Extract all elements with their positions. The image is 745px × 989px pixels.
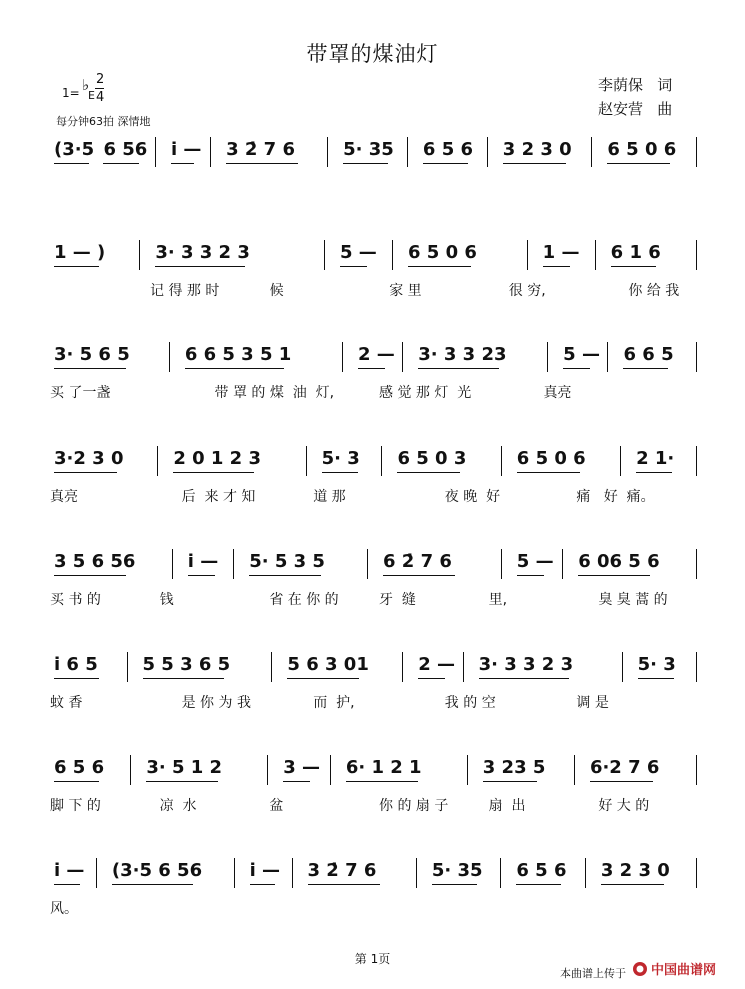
key-prefix: 1= [62,86,80,100]
beam-line [308,884,380,885]
beam-line [188,575,215,576]
note-group: 3 5 6 56 [54,551,136,572]
note-group: 6 5 0 6 [516,448,586,469]
beam-line [103,163,138,164]
beam-line [54,163,89,164]
bar-line [501,446,502,476]
bar-line [500,858,501,888]
beam-line [146,781,218,782]
beam-line [54,472,117,473]
lyric-segment: 脚 下 的 [50,798,101,814]
beam-line [503,163,566,164]
bar-line [342,342,343,372]
flat-sign: ♭ [82,76,90,94]
beam-line [54,781,99,782]
beam-line [226,163,298,164]
bar-line [172,549,173,579]
lyric-segment: 是 你 为 我 [181,695,251,711]
beam-line [543,266,570,267]
bar-line [381,446,382,476]
note-group: 6 56 [103,139,148,160]
note-group: 3 23 5 [482,757,546,778]
lyric-segment: 夜 晚 好 [444,489,501,505]
note-group: 6 06 5 6 [578,551,660,572]
note-group: 5· 35 [343,139,394,160]
beam-line [516,884,561,885]
beam-line [54,678,99,679]
beam-line [408,266,471,267]
beam-line [397,472,460,473]
note-group: 5 — [516,551,554,572]
time-signature-line [95,88,104,89]
note-group: 6 6 5 [623,344,674,365]
tempo-marking: 每分钟63拍 深情地 [56,115,151,128]
beam-line [112,884,193,885]
note-group: 5 — [563,344,600,365]
bar-line [696,652,697,682]
lyric-segment: 省 在 你 的 [269,592,339,608]
lyric-segment: 真亮 [543,385,572,401]
note-group: i 6 5 [54,654,98,675]
note-group: i — [249,860,281,881]
note-group: 6 5 0 6 [408,242,477,263]
bar-line [96,858,97,888]
notation-line [0,858,745,894]
page-number: 第 1页 [354,952,391,966]
bar-line [574,755,575,785]
bar-line [416,858,417,888]
bar-line [306,446,307,476]
lyric-segment: 蚊 香 [50,695,83,711]
note-group: 3· 3 3 23 [418,344,507,365]
note-group: 5· 35 [431,860,483,881]
lyric-segment: 真亮 [50,489,78,505]
beam-line [479,678,569,679]
bar-line [620,446,621,476]
beam-line [638,678,674,679]
note-group: 5· 3 [637,654,676,675]
note-group: 3· 3 3 2 3 [478,654,574,675]
beam-line [346,781,418,782]
bar-line [292,858,293,888]
note-group: 5 — [340,242,377,263]
bar-line [527,240,528,270]
note-group: i — [187,551,219,572]
key-letter: E [88,89,95,102]
page-title: 带罩的煤油灯 [306,42,439,66]
beam-line [173,472,254,473]
bar-line [267,755,268,785]
beam-line [322,472,358,473]
bar-line [547,342,548,372]
beam-line [287,678,359,679]
beam-line [185,368,284,369]
lyric-segment: 记 得 那 时 [150,283,220,299]
lyric-segment: 好 大 的 [598,798,650,814]
bar-line [696,240,697,270]
lyric-segment: 而 护, [313,695,355,711]
note-group: 3· 3 3 2 3 [155,242,250,263]
bar-line [210,137,211,167]
beam-line [54,575,126,576]
time-signature-bottom: 4 [96,90,105,105]
beam-line [590,781,653,782]
note-group: 6 5 6 [422,139,474,160]
note-group: 6 5 6 [516,860,567,881]
bar-line [392,240,393,270]
beam-line [517,472,580,473]
lyric-segment: 钱 [159,592,174,608]
note-group: 3 — [283,757,321,778]
note-group: 3· 5 6 5 [54,344,130,365]
bar-line [622,652,623,682]
beam-line [423,163,468,164]
beam-line [607,163,670,164]
bar-line [696,755,697,785]
lyric-segment: 我 的 空 [444,695,496,711]
bar-line [696,858,697,888]
lyric-segment: 凉 水 [159,798,197,814]
bar-line [130,755,131,785]
lyric-segment: 扇 出 [488,798,526,814]
note-group: 3 2̇ 7 6 [226,139,295,160]
bar-line [696,137,697,167]
note-group: 6 1 6 [610,242,661,263]
beam-line [250,884,276,885]
note-group: i — [170,139,202,160]
beam-line [578,575,650,576]
bar-line [591,137,592,167]
note-group: 2 0 1 2 3 [173,448,262,469]
beam-line [54,368,126,369]
note-group: 1 — [542,242,580,263]
watermark-text: 本曲谱上传于 [560,967,626,980]
beam-line [483,781,537,782]
lyric-segment: 道 那 [313,489,346,505]
note-group: 6 5 6 [54,757,105,778]
beam-line [249,575,321,576]
bar-line [585,858,586,888]
note-group: 6·2 7 6 [589,757,660,778]
lyric-segment: 家 里 [389,283,422,299]
bar-line [501,549,502,579]
beam-line [343,163,388,164]
beam-line [54,266,99,267]
beam-line [563,368,590,369]
beam-line [418,368,499,369]
note-group: i — [54,860,85,881]
bar-line [139,240,140,270]
bar-line [402,342,403,372]
note-group: 2 1· [636,448,675,469]
bar-line [467,755,468,785]
bar-line [696,549,697,579]
watermark-logo [632,960,722,978]
note-group: 1 — ) [54,242,106,263]
note-group: 6 5 0 6 [607,139,677,160]
note-group: 3 2̇ 7 6 [307,860,377,881]
bar-line [595,240,596,270]
lyric-segment: 牙 缝 [379,592,416,608]
note-group: 3 2 3 0 [600,860,670,881]
bar-line [487,137,488,167]
note-group: 5 5 3 6 5 [142,654,231,675]
bar-line [330,755,331,785]
lyric-segment: 你 给 我 [628,283,680,299]
beam-line [283,781,310,782]
bar-line [324,240,325,270]
note-group: 3 2 3 0 [502,139,572,160]
note-group: 6 6 5 3 5 1 [184,344,292,365]
notation-line [0,240,745,276]
beam-line [143,678,224,679]
time-signature-top: 2 [96,72,105,87]
bar-line [463,652,464,682]
beam-line [601,884,664,885]
notation-line [0,137,745,173]
beam-line [383,575,455,576]
bar-line [327,137,328,167]
beam-line [418,678,445,679]
note-group: 3· 5 1 2 [146,757,223,778]
lyric-segment: 候 [269,283,284,299]
lyric-segment: 后 来 才 知 [181,489,256,505]
beam-line [636,472,672,473]
bar-line [233,549,234,579]
lyric-segment: 调 是 [576,695,609,711]
note-group: 5· 3 [321,448,360,469]
lyric-segment: 风。 [50,901,78,917]
notation-line [0,652,745,688]
lyric-segment: 里, [488,592,508,608]
bar-line [367,549,368,579]
watermark-logo-text: 中国曲谱网 [651,963,717,978]
beam-line [611,266,656,267]
notation-line [0,755,745,791]
note-group: 6 2̇ 7 6 [383,551,452,572]
beam-line [171,163,194,164]
note-group: 3·2 3 0 [54,448,124,469]
lyric-segment: 你 的 扇 子 [379,798,449,814]
bar-line [407,137,408,167]
note-group: (3·5 [54,139,95,160]
note-group: 2 — [357,344,395,365]
bar-line [696,342,697,372]
bar-line [696,446,697,476]
bar-line [157,446,158,476]
beam-line [54,884,80,885]
notation-line [0,342,745,378]
notation-line [0,549,745,585]
bar-line [155,137,156,167]
composer-credit: 赵安营 曲 [598,100,673,118]
note-group: 6 5 0 3 [397,448,467,469]
bar-line [607,342,608,372]
lyric-segment: 盆 [269,798,284,814]
beam-line [358,368,385,369]
notation-line [0,446,745,482]
lyricist-credit: 李荫保 词 [598,76,673,94]
bar-line [234,858,235,888]
bar-line [402,652,403,682]
lyric-segment: 带 罩 的 煤 油 灯, [214,385,335,401]
bar-line [271,652,272,682]
bar-line [127,652,128,682]
bar-line [169,342,170,372]
note-group: 5 6 3 01 [287,654,369,675]
note-group: 6· 1 2 1 [345,757,422,778]
beam-line [623,368,668,369]
beam-line [432,884,477,885]
note-group: 2 — [418,654,456,675]
note-group: (3·5 6 56 [111,860,203,881]
lyric-segment: 臭 臭 蒿 的 [598,592,668,608]
lyric-segment: 很 穷, [508,283,546,299]
beam-line [517,575,544,576]
note-group: 5· 5 3 5 [249,551,325,572]
bar-line [562,549,563,579]
lyric-segment: 感 觉 那 灯 光 [379,385,472,401]
lyric-segment: 买 书 的 [50,592,101,608]
beam-line [155,266,245,267]
beam-line [340,266,367,267]
lyric-segment: 痛 好 痛。 [576,489,655,505]
lyric-segment: 买 了一盏 [50,385,111,401]
